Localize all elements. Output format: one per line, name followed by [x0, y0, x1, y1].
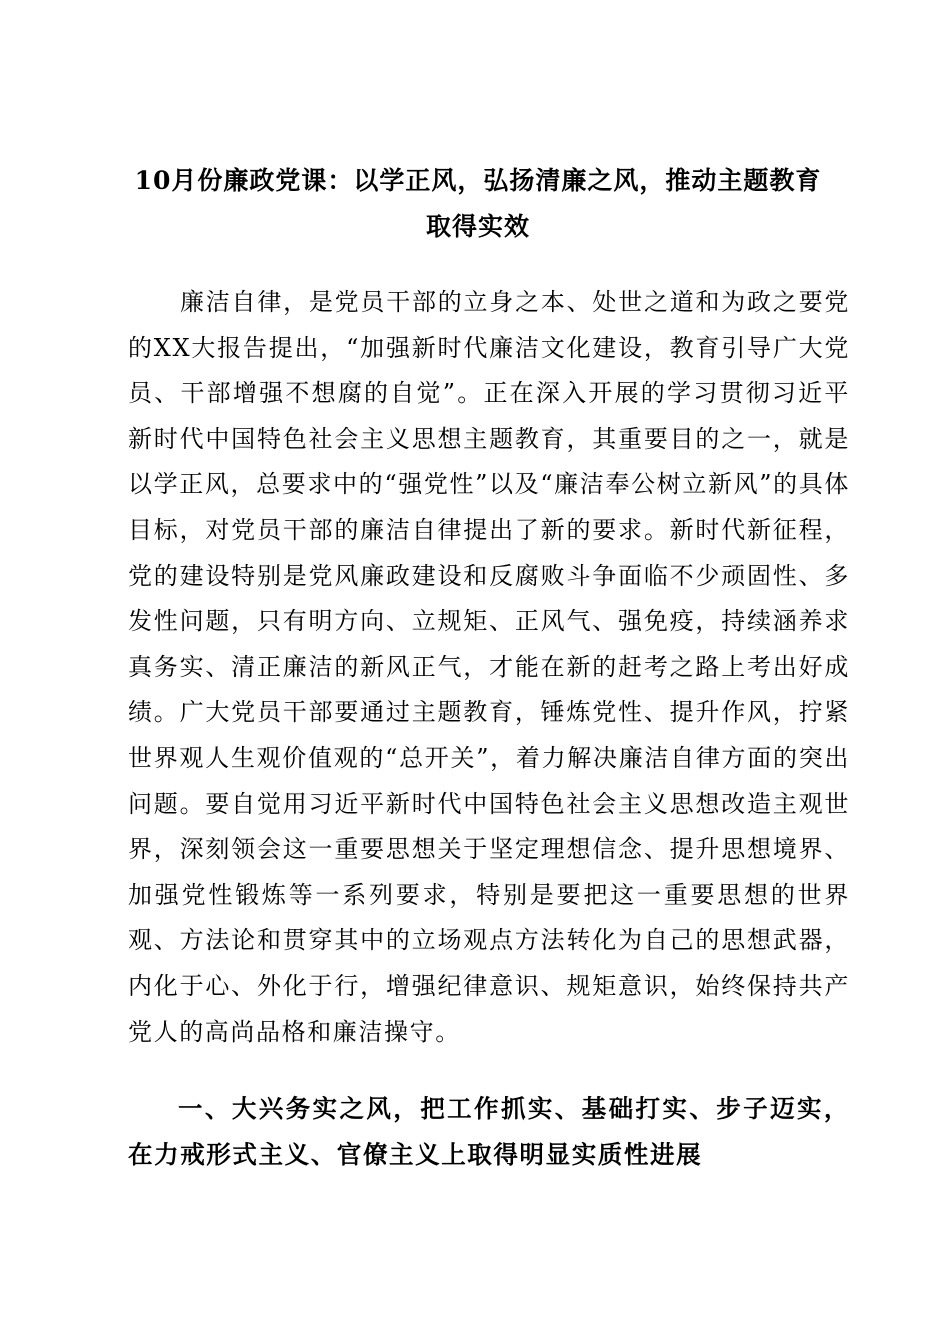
- intro-paragraph: 廉洁自律，是党员干部的立身之本、处世之道和为政之要党的XX大报告提出，“加强新时代廉洁文化建设，教育引导广大党员、干部增强不想腐的自觉”。正在深入开展的学习贯彻习近平新时代中国特色社会主义思想主题教育，其重要目的之一，就是以学正风，总要求中的“强党性”以及“廉洁奉公树立新风”的具体目标，对党员干部的廉洁自律提出了新的要求。新时代新征程，党的建设特别是党风廉政建设和反腐败斗争面临不少顽固性、多发性问题，只有明方向、立规矩、正风气、强免疫，持续涵养求真务实、清正廉洁的新风正气，才能在新的赶考之路上考出好成绩。广大党员干部要通过主题教育，锤炼党性、提升作风，拧紧世界观人生观价值观的“总开关”，着力解决廉洁自律方面的突出问题。要自觉用习近平新时代中国特色社会主义思想改造主观世界，深刻领会这一重要思想关于坚定理想信念、提升思想境界、加强党性锻炼等一系列要求，特别是要把这一重要思想的世界观、方法论和贯穿其中的立场观点方法转化为自己的思想武器，内化于心、外化于行，增强纪律意识、规矩意识，始终保持共产党人的高尚品格和廉洁操守。: [128, 288, 850, 1046]
- section-heading-1: 一、大兴务实之风，把工作抓实、基础打实、步子迈实，在力戒形式主义、官僚主义上取得明显实质性进展: [128, 1094, 850, 1169]
- document-title: 10月份廉政党课：以学正风，弘扬清廉之风，推动主题教育取得实效: [134, 166, 822, 241]
